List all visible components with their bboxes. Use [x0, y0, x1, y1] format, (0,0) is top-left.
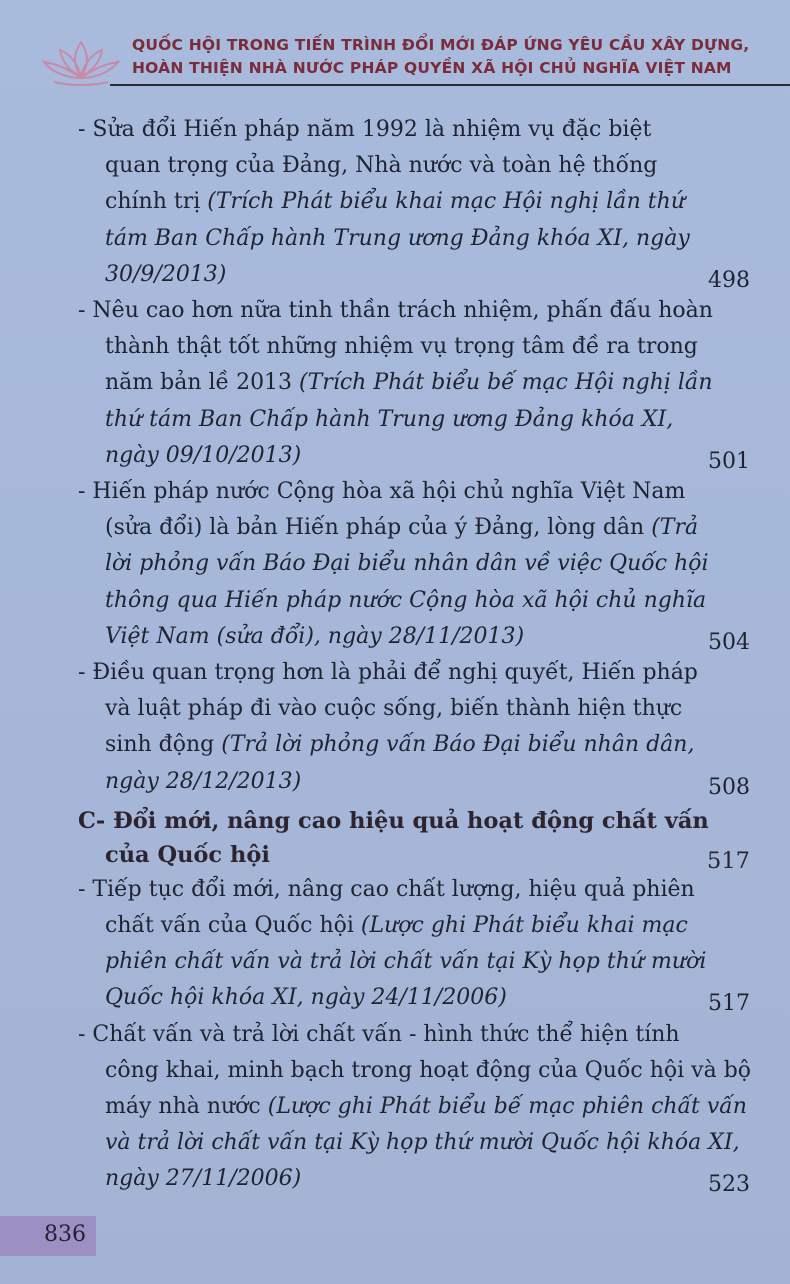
- toc-line: - Tiếp tục đổi mới, nâng cao chất lượng, hiệu quả phiên: [78, 876, 695, 902]
- toc-entry: [78, 293, 748, 474]
- toc-line: quan trọng của Đảng, Nhà nước và toàn hệ thống: [105, 153, 658, 179]
- header-rule: [110, 84, 790, 86]
- toc-line: - Chất vấn và trả lời chất vấn - hình thức thể hiện tính: [78, 1021, 680, 1047]
- toc-line: thành thật tốt những nhiệm vụ trọng tâm đề ra trong: [105, 334, 698, 360]
- toc-text: máy nhà nước: [105, 1094, 268, 1120]
- toc-entry: [78, 655, 748, 800]
- toc-line: công khai, minh bạch trong hoạt động của Quốc hội và bộ: [105, 1057, 752, 1083]
- toc-line: [78, 908, 748, 944]
- toc-text: năm bản lề 2013: [105, 370, 300, 396]
- toc-source: và trả lời chất vấn tại Kỳ họp thứ mười Quốc hội khóa XI,: [105, 1130, 740, 1156]
- toc-entry: [78, 1017, 752, 1198]
- toc-source: thứ tám Ban Chấp hành Trung ương Đảng khóa XI,: [105, 406, 674, 432]
- toc-source: 30/9/2013): [105, 261, 227, 287]
- toc-page-number: 498: [708, 267, 750, 293]
- toc-source: lời phỏng vấn Báo Đại biểu nhân dân về việc Quốc hội: [105, 551, 709, 577]
- toc-source: (Lược ghi Phát biểu khai mạc: [360, 913, 688, 939]
- toc-page-number: 523: [708, 1172, 750, 1198]
- toc-source: (Trả lời phỏng vấn Báo Đại biểu nhân dân,: [221, 732, 695, 758]
- toc-source: ngày 28/12/2013): [105, 768, 302, 794]
- toc-source: ngày 27/11/2006): [105, 1166, 302, 1192]
- toc-entry: [78, 112, 748, 293]
- header-title-line-2: HOÀN THIỆN NHÀ NƯỚC PHÁP QUYỀN XÃ HỘI CHỦ NGHĨA VIỆT NAM: [132, 59, 732, 77]
- toc-line: [78, 184, 748, 220]
- toc-entry: [78, 474, 748, 655]
- page-number: 836: [44, 1222, 86, 1247]
- section-title-line: C- Đổi mới, nâng cao hiệu quả hoạt động chất vấn: [78, 807, 709, 834]
- toc-source: (Trả: [651, 515, 699, 541]
- header-title-line-1: QUỐC HỘI TRONG TIẾN TRÌNH ĐỔI MỚI ĐÁP ỨNG YÊU CẦU XÂY DỰNG,: [132, 36, 750, 54]
- toc-source: (Trích Phát biểu khai mạc Hội nghị lần thứ: [207, 189, 685, 215]
- toc-source: ngày 09/10/2013): [105, 442, 302, 468]
- toc-line: - Hiến pháp nước Cộng hòa xã hội chủ nghĩa Việt Nam: [78, 479, 686, 505]
- toc-line: [78, 1089, 748, 1125]
- toc-text: chất vấn của Quốc hội: [105, 913, 361, 939]
- toc-line: - Sửa đổi Hiến pháp năm 1992 là nhiệm vụ đặc biệt: [78, 117, 652, 142]
- toc-page-number: 508: [708, 774, 750, 800]
- toc-line: - Nêu cao hơn nữa tinh thần trách nhiệm, phấn đấu hoàn: [78, 298, 713, 324]
- toc-source: Quốc hội khóa XI, ngày 24/11/2006): [105, 985, 507, 1011]
- toc-line: [78, 365, 748, 401]
- toc-entry: [78, 872, 748, 1017]
- section-title-line: của Quốc hội: [105, 841, 270, 868]
- toc-line: [78, 727, 748, 763]
- toc-page-number: 501: [708, 448, 750, 474]
- toc-page-number: 517: [708, 991, 750, 1017]
- header-title: [132, 34, 782, 80]
- toc-text: (sửa đổi) là bản Hiến pháp của ý Đảng, lòng dân: [105, 515, 652, 541]
- toc-source: thông qua Hiến pháp nước Cộng hòa xã hội chủ nghĩa: [105, 587, 707, 613]
- section-heading: [78, 804, 748, 872]
- toc-source: (Trích Phát biểu bế mạc Hội nghị lần: [299, 370, 713, 396]
- toc-page-number: 504: [708, 629, 750, 655]
- toc-line: và luật pháp đi vào cuộc sống, biến thành hiện thực: [105, 696, 683, 722]
- lotus-icon: [40, 36, 122, 88]
- running-header: [0, 28, 790, 98]
- toc-text: chính trị: [105, 189, 208, 215]
- section-page-number: 517: [707, 847, 750, 874]
- toc-line: - Điều quan trọng hơn là phải để nghị quyết, Hiến pháp: [78, 660, 698, 686]
- table-of-contents: [78, 112, 752, 1198]
- toc-source: Việt Nam (sửa đổi), ngày 28/11/2013): [105, 623, 525, 649]
- toc-text: sinh động: [105, 732, 222, 758]
- toc-source: phiên chất vấn và trả lời chất vấn tại Kỳ họp thứ mười: [105, 949, 707, 975]
- toc-line: [78, 510, 748, 546]
- toc-source: (Lược ghi Phát biểu bế mạc phiên chất vấn: [267, 1094, 747, 1120]
- toc-source: tám Ban Chấp hành Trung ương Đảng khóa XI, ngày: [105, 225, 690, 251]
